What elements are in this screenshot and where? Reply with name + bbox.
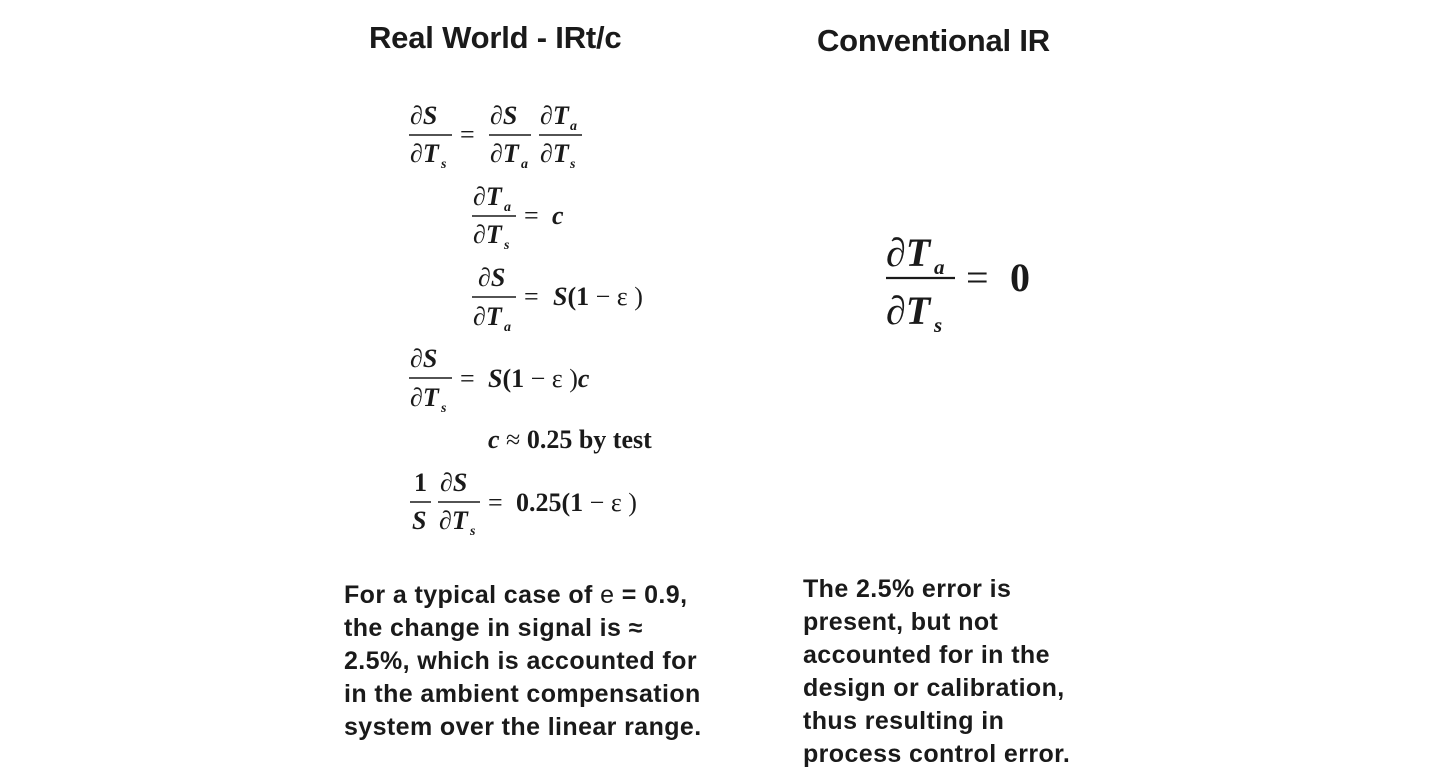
left-equations-svg xyxy=(400,90,700,550)
svg-text:∂T: ∂T xyxy=(410,383,439,412)
right-explanation-line: present, but not xyxy=(803,608,999,636)
svg-text:∂T: ∂T xyxy=(540,139,569,168)
right-explanation-line: accounted for in the xyxy=(803,641,1050,669)
svg-text:∂S: ∂S xyxy=(478,263,506,292)
equation-1 xyxy=(409,101,582,172)
svg-text:=: = xyxy=(966,255,989,300)
svg-text:=: = xyxy=(524,282,539,311)
right-explanation-line: thus resulting in xyxy=(803,707,1005,735)
left-explanation-line: system over the linear range. xyxy=(344,713,702,741)
svg-text:=: = xyxy=(488,488,503,517)
svg-text:∂T: ∂T xyxy=(886,288,931,333)
equation-5 xyxy=(488,425,652,454)
left-explanation-line: 2.5%, which is accounted for xyxy=(344,647,697,675)
svg-text:s: s xyxy=(570,157,576,172)
svg-text:=: = xyxy=(460,364,475,393)
right-explanation xyxy=(803,573,1070,771)
text-fragment: = 0.9, xyxy=(614,581,688,609)
svg-text:∂T: ∂T xyxy=(540,101,569,130)
svg-text:a: a xyxy=(934,255,945,279)
svg-text:∂T: ∂T xyxy=(490,139,519,168)
text-fragment: For a typical case of xyxy=(344,581,601,609)
right-equation-block xyxy=(880,220,1050,355)
svg-text:0: 0 xyxy=(1010,255,1030,300)
left-column-heading: Real World - IRt/c xyxy=(369,20,622,55)
svg-text:s: s xyxy=(504,238,510,253)
equation-4 xyxy=(409,344,590,416)
svg-text:∂T: ∂T xyxy=(473,182,502,211)
left-explanation-line xyxy=(344,579,702,612)
right-equation-svg xyxy=(880,220,1050,350)
svg-text:∂S: ∂S xyxy=(410,101,438,130)
svg-text:=: = xyxy=(524,201,539,230)
svg-text:1: 1 xyxy=(414,468,427,497)
svg-text:=: = xyxy=(460,120,475,149)
svg-text:c: c xyxy=(552,201,564,230)
svg-text:∂S: ∂S xyxy=(410,344,438,373)
svg-text:s: s xyxy=(441,157,447,172)
svg-text:∂S: ∂S xyxy=(440,468,468,497)
left-explanation-line: the change in signal is ≈ xyxy=(344,614,643,642)
svg-text:∂S: ∂S xyxy=(490,101,518,130)
svg-text:S: S xyxy=(412,506,427,535)
svg-text:∂T: ∂T xyxy=(473,302,502,331)
svg-text:S(1 − ε )c: S(1 − ε )c xyxy=(488,364,590,393)
right-explanation-line: process control error. xyxy=(803,740,1071,768)
svg-text:s: s xyxy=(934,313,943,337)
svg-text:a: a xyxy=(521,157,528,172)
svg-text:c ≈ 0.25 by test: c ≈ 0.25 by test xyxy=(488,425,652,454)
svg-text:a: a xyxy=(504,200,511,215)
left-explanation-line: in the ambient compensation xyxy=(344,680,701,708)
svg-text:a: a xyxy=(504,320,511,335)
svg-text:S(1 − ε ): S(1 − ε ) xyxy=(553,282,643,311)
left-explanation xyxy=(344,579,702,744)
svg-text:∂T: ∂T xyxy=(410,139,439,168)
svg-text:s: s xyxy=(470,524,476,539)
equation-6 xyxy=(410,468,637,539)
svg-text:∂T: ∂T xyxy=(439,506,468,535)
right-explanation-line: design or calibration, xyxy=(803,674,1065,702)
equation-2 xyxy=(472,182,564,253)
epsilon-symbol: e xyxy=(600,581,615,609)
equation-3 xyxy=(472,263,643,335)
svg-text:s: s xyxy=(441,401,447,416)
svg-text:a: a xyxy=(570,119,577,134)
svg-text:0.25(1 − ε ): 0.25(1 − ε ) xyxy=(516,488,637,517)
right-column-heading: Conventional IR xyxy=(817,23,1050,58)
svg-text:∂T: ∂T xyxy=(886,230,931,275)
svg-text:∂T: ∂T xyxy=(473,220,502,249)
right-explanation-line: The 2.5% error is xyxy=(803,575,1012,603)
left-equation-block xyxy=(400,90,700,555)
